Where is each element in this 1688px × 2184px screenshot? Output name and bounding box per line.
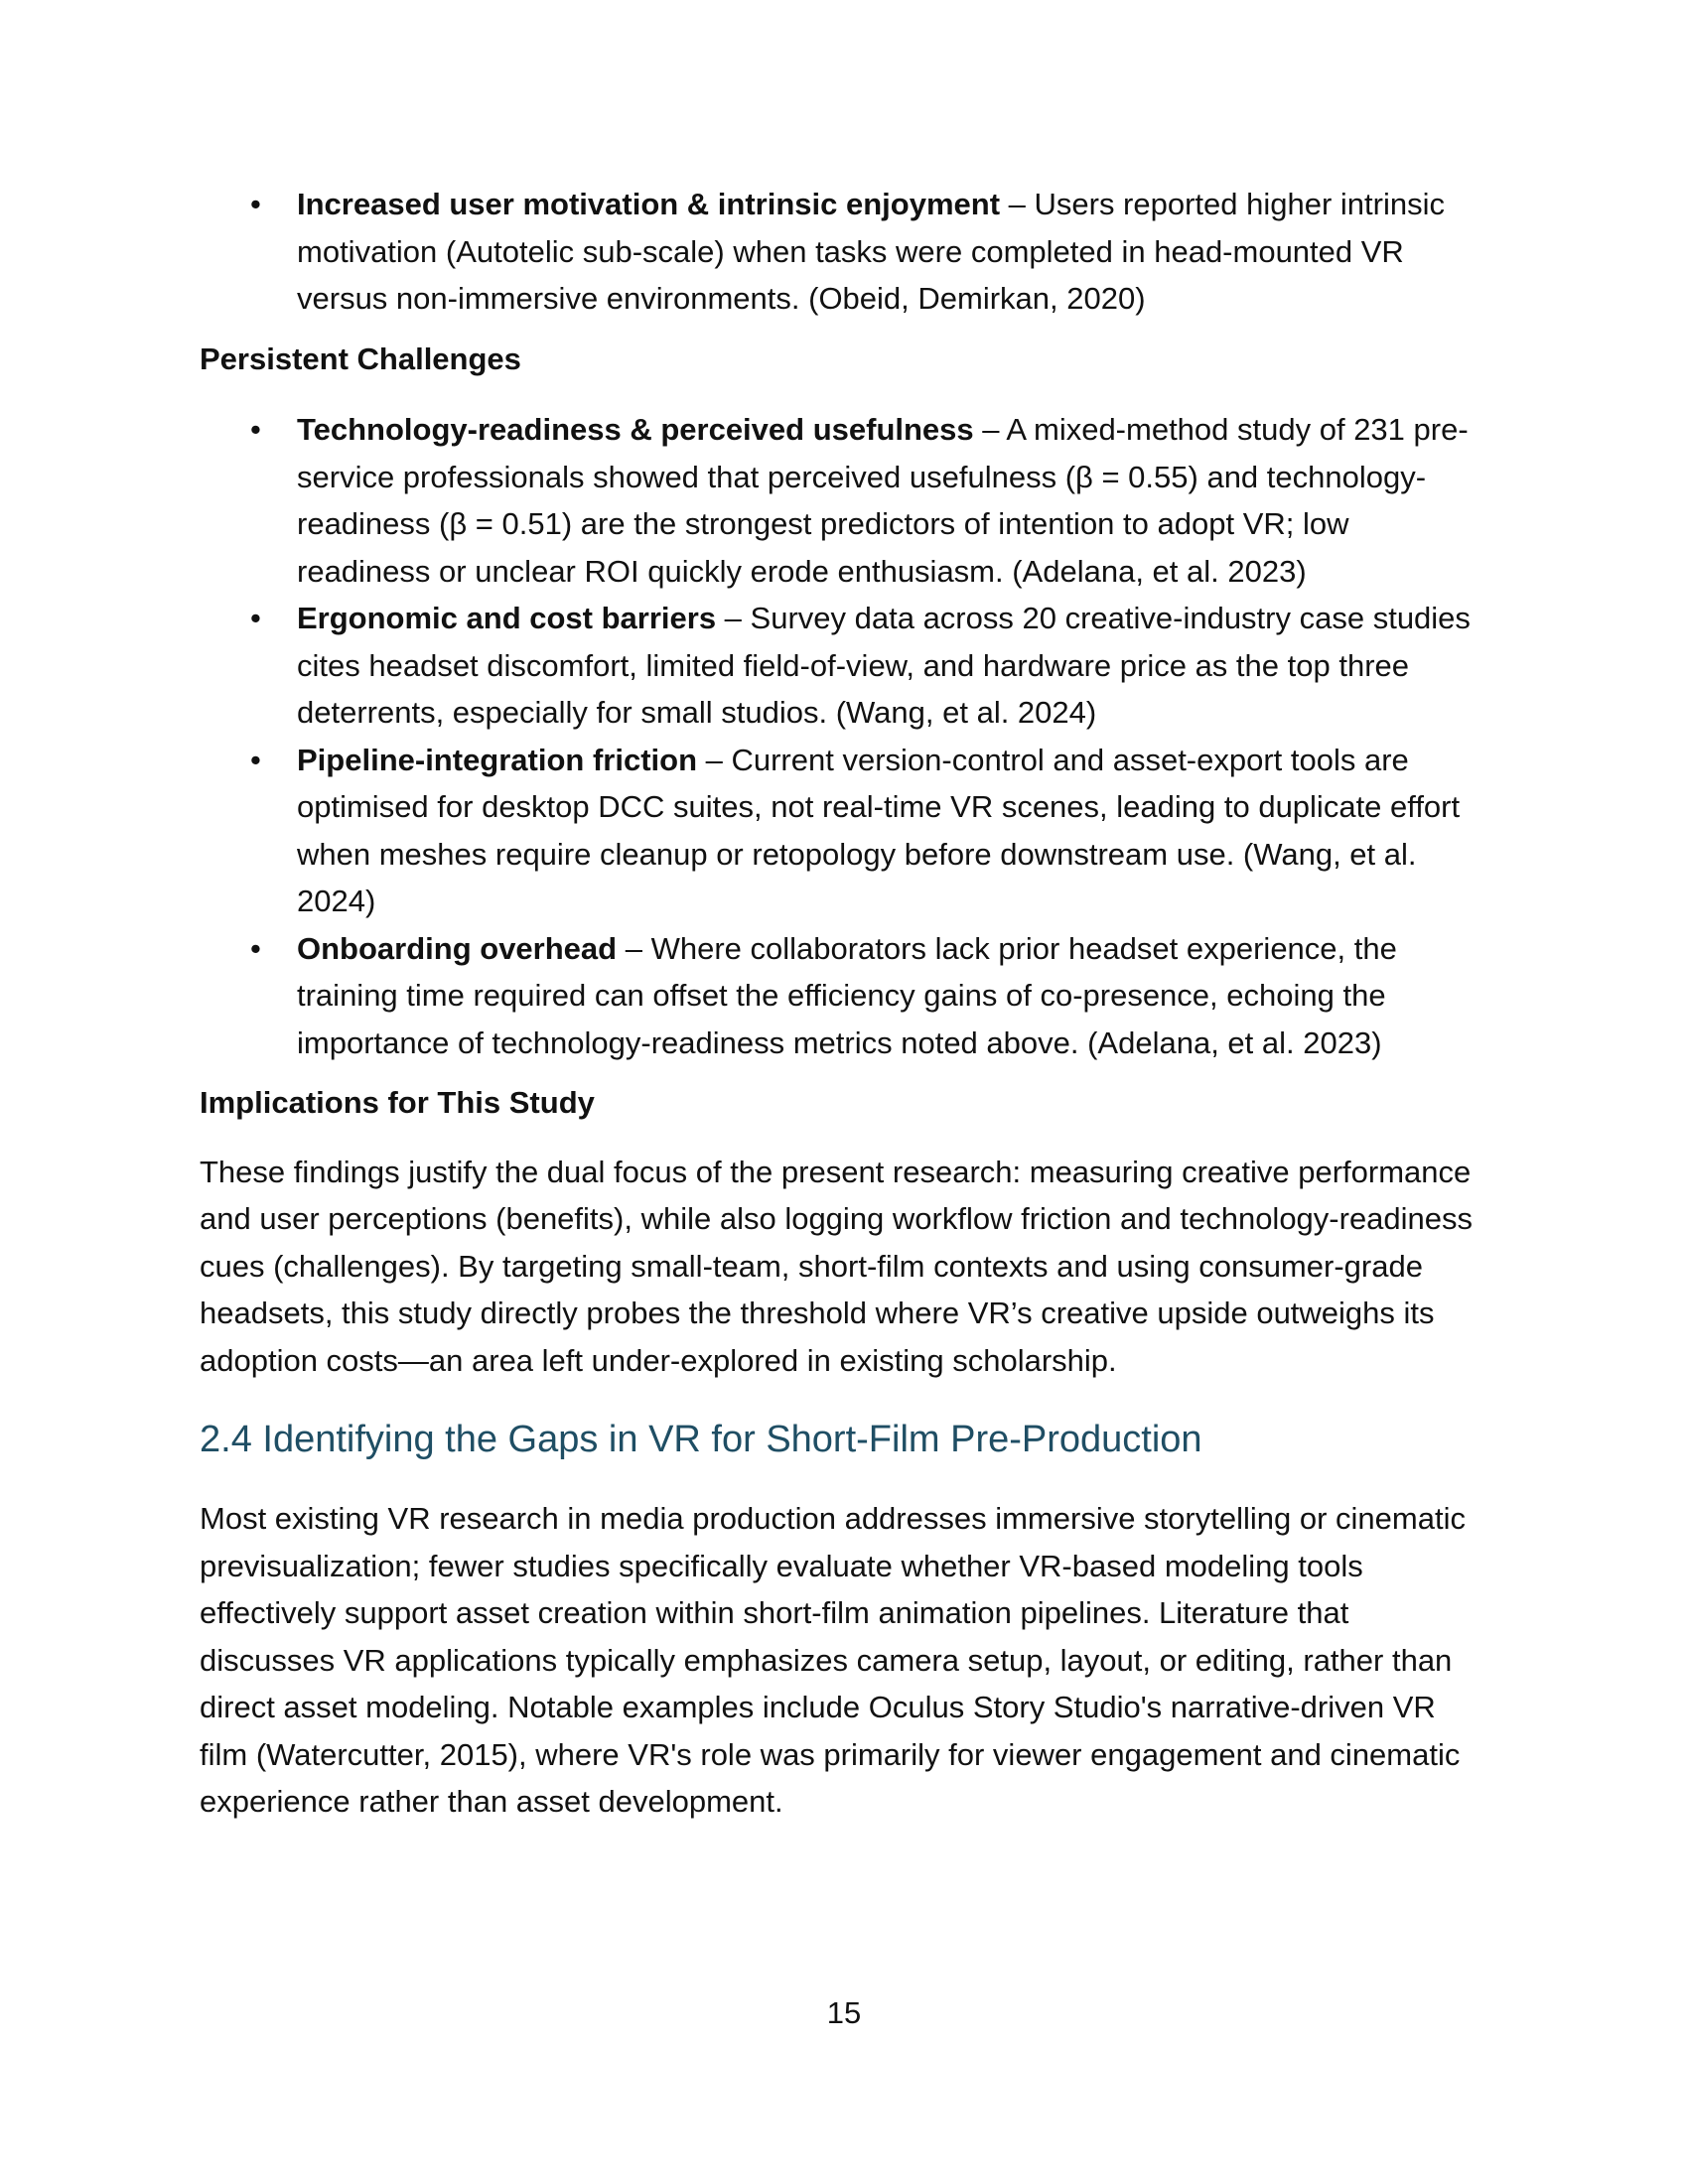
bullet-text: – Survey data across 20 creative-industry case studies cites headset discomfort, limited field-of-view, and hardware price as the top three deterrents, especially for small studios. (Wang, et al. 2024)	[297, 601, 1471, 730]
list-item	[200, 737, 1490, 925]
persistent-challenges-heading: Persistent Challenges	[200, 341, 521, 376]
bullet-title: Increased user motivation & intrinsic enjoyment	[297, 187, 1001, 221]
bullet-title: Ergonomic and cost barriers	[297, 601, 717, 635]
list-item	[200, 181, 1490, 323]
bullet-icon: •	[250, 930, 261, 966]
bullet-title: Pipeline-integration friction	[297, 742, 698, 777]
challenges-list	[200, 406, 1490, 1066]
page-number: 15	[826, 1995, 862, 2030]
list-item	[200, 595, 1490, 737]
section-heading: 2.4 Identifying the Gaps in VR for Short-Film Pre-Production	[200, 1419, 1202, 1460]
bullet-title: Onboarding overhead	[297, 930, 618, 966]
page-content	[200, 181, 1490, 1826]
benefits-list-continued	[200, 181, 1490, 323]
bullet-text: – Users reported higher intrinsic motivation (Autotelic sub-scale) when tasks were completed in head-mounted VR versus non-immersive environments. (Obeid, Demirkan, 2020)	[297, 187, 1446, 316]
bullet-text: – Where collaborators lack prior headset experience, the training time required can offset the efficiency gains of co-presence, echoing the importance of technology-readiness metrics noted above. (Adelana, et al. 2023)	[297, 930, 1397, 1060]
bullet-icon: •	[250, 601, 261, 635]
bullet-text: – A mixed-method study of 231 pre-service professionals showed that perceived usefulness (β = 0.55) and technology-readiness (β = 0.51) are the strongest predictors of intention to adopt VR; low readiness or unclear ROI quickly erode enthusiasm. (Adelana, et al. 2023)	[297, 412, 1469, 589]
bullet-icon: •	[250, 742, 261, 777]
list-item	[200, 925, 1490, 1067]
bullet-title: Technology-readiness & perceived usefulness	[297, 412, 974, 447]
implications-paragraph: These findings justify the dual focus of the present research: measuring creative performance and user perceptions (benefits), while also logging workflow friction and technology-readiness cues (challenges). By targeting small-team, short-film contexts and using consumer-grade headsets, this study directly probes the threshold where VR’s creative upside outweighs its adoption costs—an area left under-explored in existing scholarship.	[200, 1154, 1474, 1378]
bullet-icon: •	[250, 187, 261, 221]
implications-heading: Implications for This Study	[200, 1085, 595, 1120]
section-paragraph: Most existing VR research in media production addresses immersive storytelling or cinematic previsualization; fewer studies specifically evaluate whether VR-based modeling tools effectively support asset creation within short-film animation pipelines. Literature that discusses VR applications typically emphasizes camera setup, layout, or editing, rather than direct asset modeling. Notable examples include Oculus Story Studio's narrative-driven VR film (Watercutter, 2015), where VR's role was primarily for viewer engagement and cinematic experience rather than asset development.	[200, 1501, 1466, 1819]
bullet-icon: •	[250, 412, 261, 447]
bullet-text: – Current version-control and asset-export tools are optimised for desktop DCC suites, not real-time VR scenes, leading to duplicate effort when meshes require cleanup or retopology before downstream use. (Wang, et al. 2024)	[297, 742, 1461, 918]
list-item	[200, 406, 1490, 595]
